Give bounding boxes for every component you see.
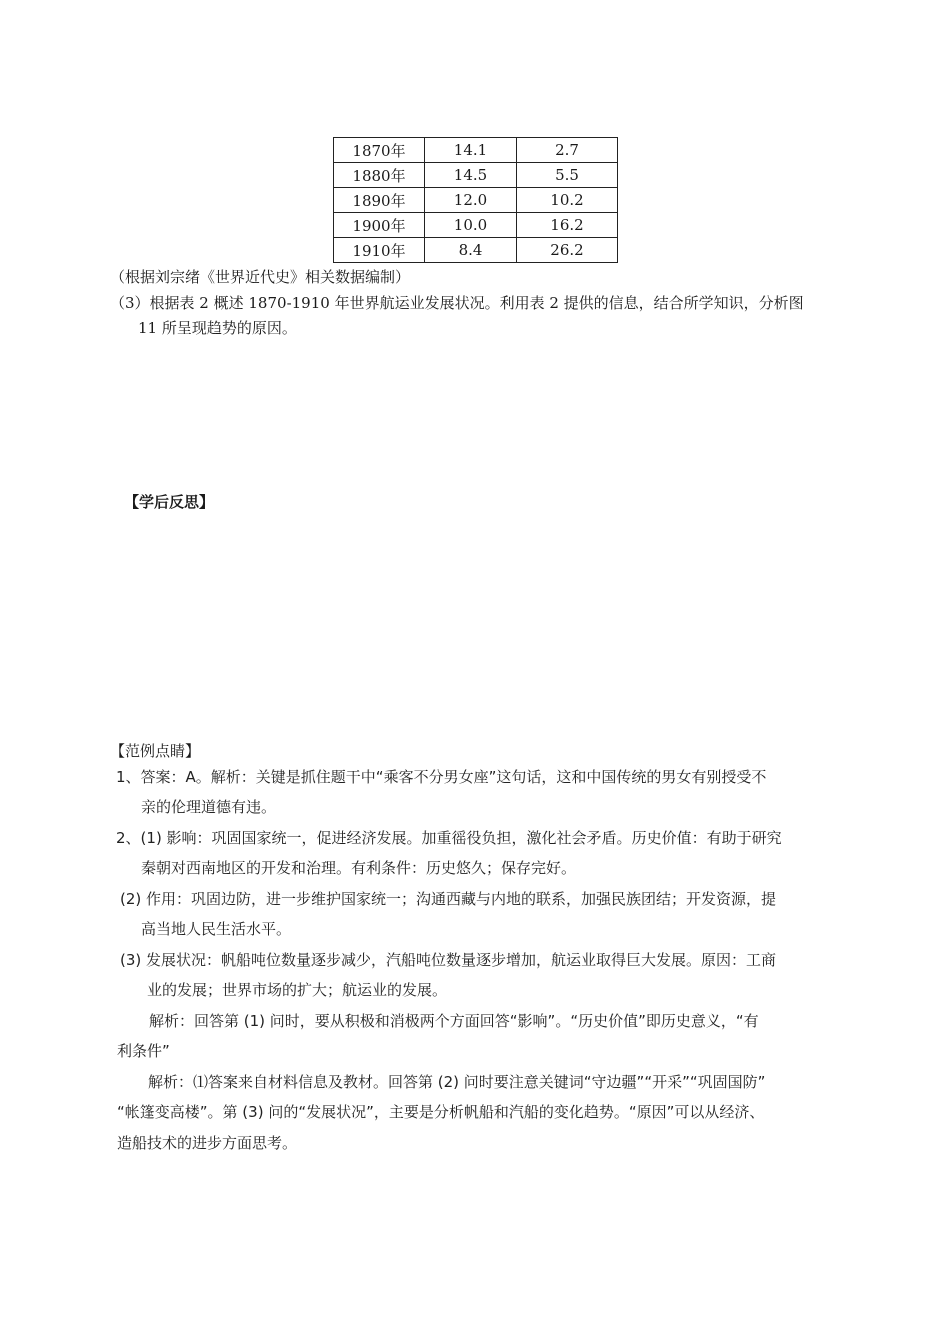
table-row [334,138,618,163]
table-cell-sail: 10.0 [425,213,517,238]
answer-2-line-2: 秦朝对西南地区的开发和治理。有利条件：历史悠久；保存完好。 [141,859,577,877]
answer-1-line-1: 1、答案：A。解析：关键是抓住题干中“乘客不分男女座”这句话，这和中国传统的男女有别授受不 [116,768,767,786]
table-cell-steam: 10.2 [517,188,618,213]
table-cell-steam: 2.7 [517,138,618,163]
table-cell-steam: 16.2 [517,213,618,238]
table-cell-year: 1910年 [334,238,425,263]
table-row [334,213,618,238]
table-cell-year: 1870年 [334,138,425,163]
explanation-1-line-1: 解析：回答第 (1) 问时，要从积极和消极两个方面回答“影响”。“历史价值”即历史意义，“有 [149,1012,759,1030]
answer-3-line-2: 业的发展；世界市场的扩大；航运业的发展。 [147,981,448,999]
table-cell-sail: 8.4 [425,238,517,263]
explanation-1-line-2: 利条件” [117,1042,170,1060]
table-source-note: （根据刘宗绪《世界近代史》相关数据编制） [110,268,411,286]
shipping-tonnage-table [333,137,618,263]
table-row [334,163,618,188]
table-cell-sail: 14.5 [425,163,517,188]
explanation-2-line-3: 造船技术的进步方面思考。 [117,1134,298,1152]
table-cell-sail: 14.1 [425,138,517,163]
answer-3-line-1: (3) 发展状况：帆船吨位数量逐步减少，汽船吨位数量逐步增加，航运业取得巨大发展。原因：工商 [120,951,777,969]
table-cell-steam: 5.5 [517,163,618,188]
answer-2-line-4: 高当地人民生活水平。 [141,920,292,938]
question-3-line-2: 11 所呈现趋势的原因。 [138,319,297,337]
table-cell-sail: 12.0 [425,188,517,213]
answer-2-line-3: (2) 作用：巩固边防，进一步维护国家统一；沟通西藏与内地的联系，加强民族团结；开发资源，提 [120,890,777,908]
table-cell-year: 1890年 [334,188,425,213]
explanation-2-line-2: “帐篷变高楼”。第 (3) 问的“发展状况”，主要是分析帆船和汽船的变化趋势。“原因”可以从经济、 [117,1103,765,1121]
reflection-heading: 【学后反思】 [124,493,215,511]
table-cell-steam: 26.2 [517,238,618,263]
explanation-2-line-1: 解析：⑴答案来自材料信息及教材。回答第 (2) 问时要注意关键词“守边疆”“开采”“巩固国防” [148,1073,766,1091]
question-3-line-1: （3）根据表 2 概述 1870-1910 年世界航运业发展状况。利用表 2 提供的信息，结合所学知识，分析图 [110,294,804,312]
table-cell-year: 1900年 [334,213,425,238]
table-cell-year: 1880年 [334,163,425,188]
answer-2-line-1: 2、(1) 影响：巩固国家统一，促进经济发展。加重徭役负担，激化社会矛盾。历史价值：有助于研究 [116,829,782,847]
table-row [334,188,618,213]
table-row [334,238,618,263]
examples-heading: 【范例点睛】 [110,742,201,760]
answer-1-line-2: 亲的伦理道德有违。 [141,798,277,816]
